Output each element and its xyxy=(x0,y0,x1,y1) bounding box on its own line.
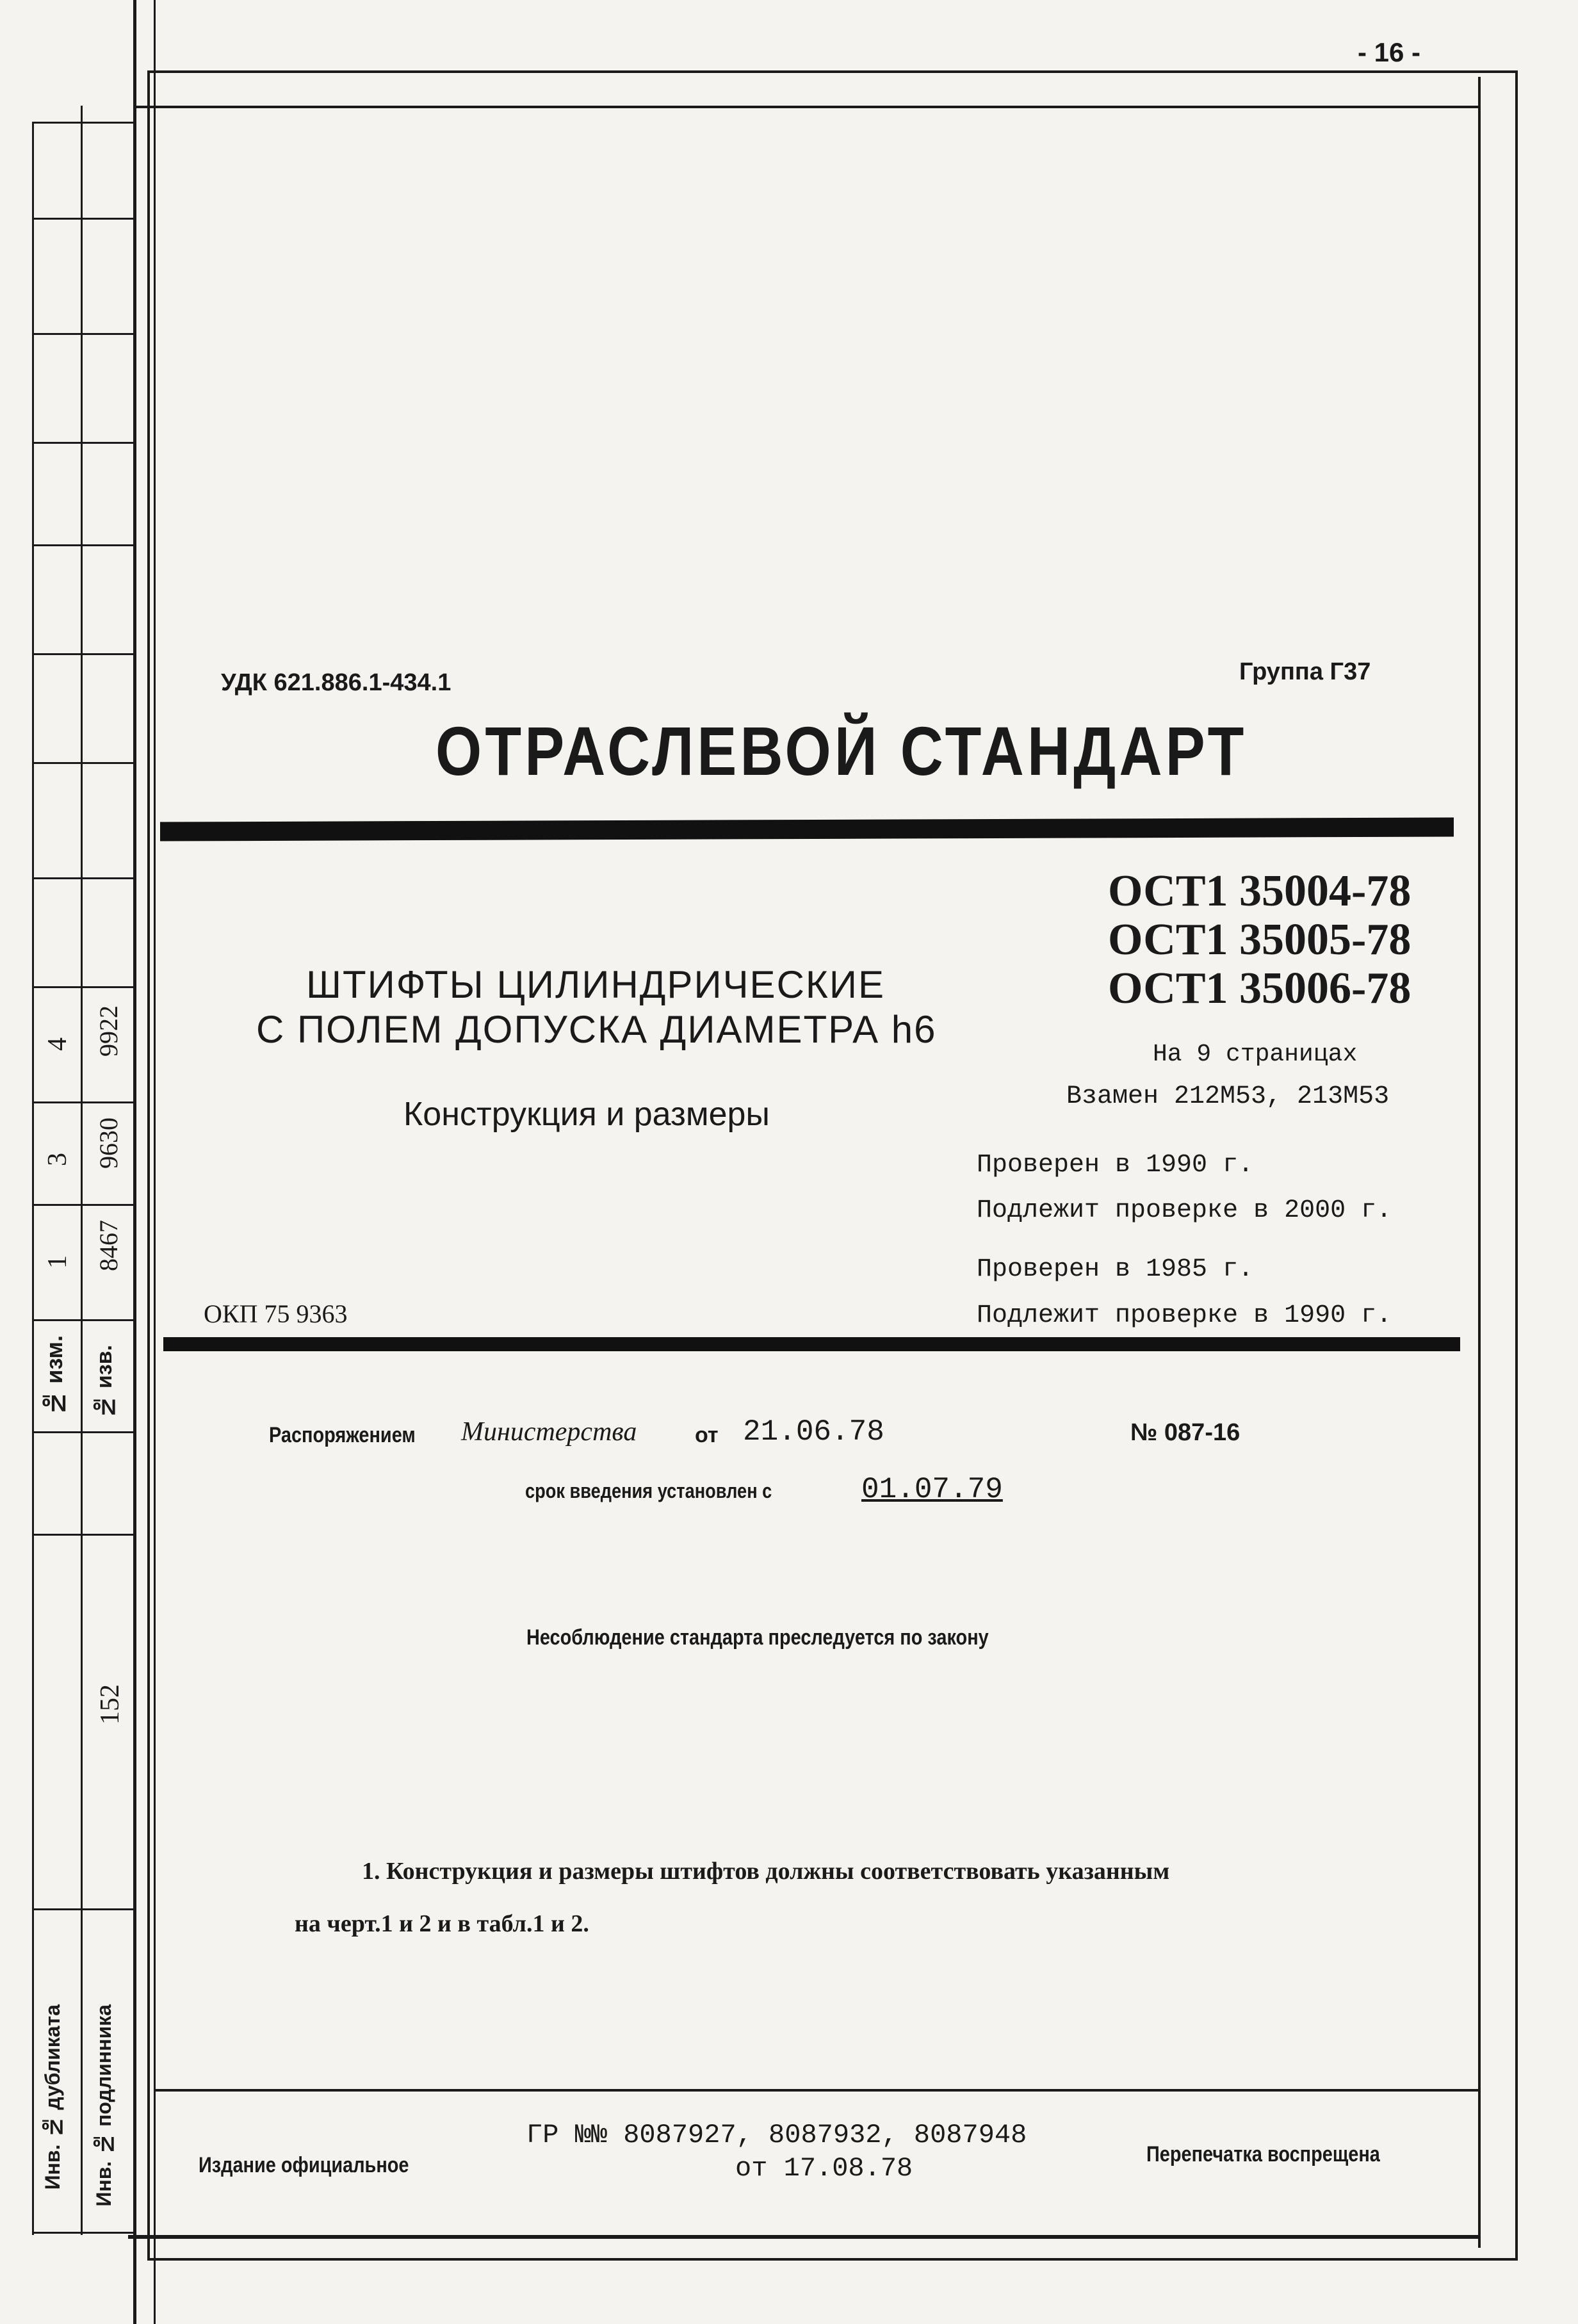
inner-frame-top xyxy=(134,106,1479,108)
footer-rule xyxy=(154,2089,1479,2092)
effective-label: срок введения установлен с xyxy=(525,1479,772,1502)
title-line-1: ШТИФТЫ ЦИЛИНДРИЧЕСКИЕ xyxy=(306,963,886,1006)
margin-col-header-1: 1 xyxy=(43,1255,72,1269)
margin-col-header-4: 4 xyxy=(43,1037,72,1051)
outer-frame-bottom xyxy=(147,2258,1518,2261)
margin-label-notice: № изв. xyxy=(92,1345,117,1419)
footer-gr-line-1: ГР №№ 8087927, 8087932, 8087948 xyxy=(526,2120,1027,2150)
order-number: № 087-16 xyxy=(1130,1419,1240,1446)
divider-rule xyxy=(163,1337,1460,1351)
main-title: ОТРАСЛЕВОЙ СТАНДАРТ xyxy=(435,712,1248,790)
inner-frame-right xyxy=(1478,77,1481,2248)
footer-edition: Издание официальное xyxy=(199,2153,409,2177)
clause-1-line-2: на черт.1 и 2 и в табл.1 и 2. xyxy=(295,1910,589,1937)
inner-frame-left xyxy=(133,0,136,2324)
page-number: - 16 - xyxy=(1358,37,1421,67)
replaces: Взамен 212М53, 213М53 xyxy=(1066,1082,1390,1111)
order-label: Распоряжением xyxy=(269,1423,416,1447)
margin-col-value-3: 9630 xyxy=(94,1117,123,1169)
order-from-label: от xyxy=(695,1423,719,1447)
margin-inv-duplicate: Инв. № дубликата xyxy=(41,2004,64,2190)
footer-reprint: Перепечатка воспрещена xyxy=(1146,2142,1380,2166)
check-4: Подлежит проверке в 1990 г. xyxy=(977,1301,1392,1330)
standard-number-2: ОСТ1 35005-78 xyxy=(1108,915,1411,964)
check-1: Проверен в 1990 г. xyxy=(977,1151,1254,1180)
inner-frame-bottom xyxy=(128,2235,1479,2239)
margin-inv-original: Инв. № подлинника xyxy=(92,2004,115,2207)
legal-warning: Несоблюдение стандарта преследуется по закону xyxy=(526,1625,989,1650)
header-rule xyxy=(160,817,1454,841)
margin-inv-original-value: 152 xyxy=(95,1684,125,1725)
okp-code: ОКП 75 9363 xyxy=(204,1299,348,1328)
footer-gr-line-2: от 17.08.78 xyxy=(735,2153,913,2184)
margin-label-change: № изм. xyxy=(41,1335,67,1417)
effective-date: 01.07.79 xyxy=(861,1473,1003,1506)
binding-line xyxy=(154,0,156,2324)
outer-frame-top xyxy=(147,70,1518,73)
check-3: Проверен в 1985 г. xyxy=(977,1255,1254,1284)
margin-col-value-4: 9922 xyxy=(94,1005,123,1057)
check-2: Подлежит проверке в 2000 г. xyxy=(977,1196,1392,1225)
margin-col-value-1: 8467 xyxy=(94,1220,123,1271)
standard-number-1: ОСТ1 35004-78 xyxy=(1108,866,1411,916)
subtitle: Конструкция и размеры xyxy=(403,1096,770,1133)
title-line-2: С ПОЛЕМ ДОПУСКА ДИАМЕТРА h6 xyxy=(256,1008,937,1051)
outer-frame-left xyxy=(147,70,150,2261)
outer-frame-right xyxy=(1515,70,1518,2261)
order-ministry: Министерства xyxy=(461,1417,637,1447)
group: Группа Г37 xyxy=(1239,658,1371,685)
order-date: 21.06.78 xyxy=(743,1415,884,1449)
pages-count: На 9 страницах xyxy=(1153,1041,1358,1068)
clause-1-line-1: 1. Конструкция и размеры штифтов должны соответствовать указанным xyxy=(362,1858,1170,1885)
udk: УДК 621.886.1-434.1 xyxy=(221,669,451,696)
standard-number-3: ОСТ1 35006-78 xyxy=(1108,964,1411,1013)
margin-col-header-3: 3 xyxy=(43,1153,72,1166)
